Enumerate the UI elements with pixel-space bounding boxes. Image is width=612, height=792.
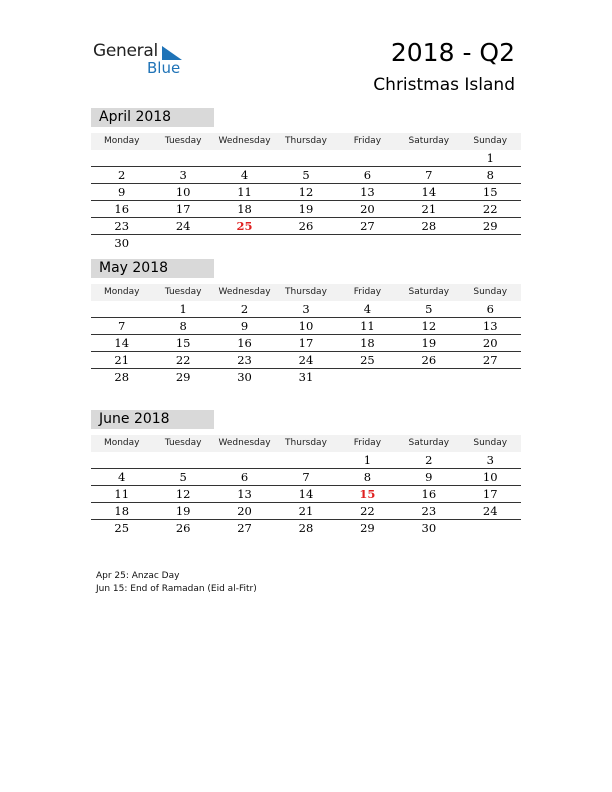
day-cell [214,452,275,468]
day-cell: 5 [425,302,433,316]
day-cell: 10 [298,319,314,333]
day-cell: 28 [114,370,130,384]
day-cell [214,235,275,252]
week-row [91,352,521,369]
weekday-label: Friday [353,287,382,297]
week-row [91,201,521,218]
day-cell: 29 [482,219,498,233]
day-cell [398,235,459,252]
day-cell: 6 [363,168,372,182]
weekday-label: Tuesday [164,136,202,146]
day-cell: 19 [421,336,437,350]
holiday-day-cell: 25 [236,219,253,233]
day-cell: 23 [237,353,252,367]
holiday-notes [96,570,257,596]
day-cell [91,150,152,166]
day-cell: 23 [421,504,437,518]
day-cell: 26 [298,219,314,233]
weekday-label: Friday [353,438,382,448]
day-cell [91,301,152,317]
day-cell: 10 [175,185,191,199]
day-cell: 19 [175,504,191,518]
week-row [91,469,521,486]
week-row [91,184,521,201]
day-cell [152,235,213,252]
day-cell: 22 [482,202,498,216]
day-cell: 20 [360,202,375,216]
day-cell: 8 [486,168,494,182]
logo-word-general: General [93,41,158,61]
day-cell: 8 [363,470,372,484]
week-row [91,520,521,537]
day-cell [460,520,521,537]
day-cell: 3 [179,168,187,182]
day-cell: 21 [114,353,130,367]
day-cell: 2 [118,168,126,182]
page-title: 2018 - Q2 [390,38,515,67]
day-cell: 14 [298,487,314,501]
day-cell: 18 [237,202,252,216]
day-cell: 17 [298,336,314,350]
day-cell: 10 [482,470,498,484]
day-cell: 15 [175,336,191,350]
day-cell: 6 [240,470,249,484]
day-cell: 1 [179,302,187,316]
day-cell: 16 [237,336,252,350]
day-cell: 13 [360,185,375,199]
weekday-label: Friday [353,136,382,146]
weekday-label: Tuesday [164,287,202,297]
month-title: April 2018 [91,108,214,127]
day-cell: 21 [421,202,437,216]
day-cell [152,150,213,166]
generalblue-logo [93,41,193,81]
weekday-label: Wednesday [218,287,271,297]
weekday-label: Sunday [473,287,508,297]
weekday-label: Sunday [473,438,508,448]
day-cell [275,150,336,166]
day-cell: 18 [114,504,130,518]
week-row [91,335,521,352]
day-cell: 31 [298,370,314,384]
day-cell: 4 [363,302,372,316]
day-cell [337,369,398,386]
day-cell: 22 [175,353,191,367]
holiday-note: Jun 15: End of Ramadan (Eid al-Fitr) [96,584,257,594]
week-row [91,301,521,318]
day-cell [398,369,459,386]
day-cell [398,150,459,166]
month-title: June 2018 [91,410,214,429]
day-cell: 17 [175,202,191,216]
month-block [91,410,521,537]
day-cell: 11 [360,319,375,333]
day-cell: 9 [118,185,126,199]
weekday-label: Thursday [285,438,327,448]
day-cell: 28 [298,521,314,535]
day-cell: 16 [114,202,130,216]
day-cell: 1 [363,453,372,467]
day-cell [91,452,152,468]
weekday-label: Tuesday [164,438,202,448]
holiday-note: Apr 25: Anzac Day [96,571,180,581]
weekday-label: Sunday [473,136,508,146]
day-cell: 20 [482,336,498,350]
weekday-label: Monday [103,438,140,448]
day-cell: 24 [175,219,191,233]
day-cell: 29 [360,521,375,535]
week-row [91,235,521,252]
day-cell: 24 [298,353,314,367]
weekday-header-row [91,435,521,452]
weekday-header-row [91,284,521,301]
day-cell: 4 [240,168,249,182]
day-cell: 3 [486,453,494,467]
day-cell: 17 [482,487,498,501]
month-block [91,108,521,252]
weekday-label: Thursday [285,287,327,297]
day-cell: 11 [114,487,130,501]
day-cell: 26 [175,521,191,535]
weekday-header-row [91,133,521,150]
day-cell [460,369,521,386]
day-cell [152,452,213,468]
day-cell: 11 [237,185,252,199]
day-cell: 12 [175,487,191,501]
weekday-label: Thursday [285,136,327,146]
weekday-label: Saturday [408,438,450,448]
week-row [91,452,521,469]
day-cell [275,235,336,252]
logo-word-blue: Blue [147,59,181,77]
day-cell: 30 [421,521,437,535]
day-cell: 12 [298,185,314,199]
day-cell: 5 [302,168,310,182]
day-cell [337,235,398,252]
day-cell: 2 [425,453,433,467]
week-row [91,486,521,503]
day-cell: 19 [298,202,314,216]
week-row [91,218,521,235]
holiday-day-cell: 15 [359,487,376,501]
month-title: May 2018 [91,259,214,278]
month-block [91,259,521,386]
day-cell: 9 [425,470,433,484]
weekday-label: Monday [103,136,140,146]
week-row [91,318,521,335]
day-cell: 7 [118,319,126,333]
week-row [91,150,521,167]
day-cell: 18 [360,336,375,350]
day-cell: 4 [118,470,126,484]
day-cell: 13 [237,487,252,501]
weekday-label: Saturday [408,287,450,297]
day-cell: 22 [360,504,375,518]
weekday-label: Monday [103,287,140,297]
day-cell: 29 [175,370,191,384]
day-cell: 21 [298,504,314,518]
day-cell [460,235,521,252]
day-cell: 6 [486,302,494,316]
day-cell [337,150,398,166]
day-cell: 1 [486,151,494,165]
day-cell: 3 [302,302,310,316]
weekday-label: Wednesday [218,438,271,448]
day-cell: 27 [360,219,375,233]
day-cell: 30 [114,236,130,250]
day-cell: 26 [421,353,437,367]
day-cell: 28 [421,219,437,233]
day-cell: 12 [421,319,437,333]
day-cell: 16 [421,487,437,501]
day-cell: 27 [237,521,252,535]
day-cell: 7 [302,470,310,484]
day-cell: 8 [179,319,187,333]
day-cell: 14 [114,336,130,350]
day-cell: 25 [360,353,375,367]
page-subtitle: Christmas Island [373,75,515,95]
day-cell: 5 [179,470,187,484]
day-cell: 15 [482,185,498,199]
day-cell [214,150,275,166]
day-cell: 25 [114,521,130,535]
day-cell: 7 [425,168,433,182]
day-cell: 20 [237,504,252,518]
weekday-label: Saturday [408,136,450,146]
week-row [91,167,521,184]
week-row [91,503,521,520]
day-cell: 13 [482,319,498,333]
weekday-label: Wednesday [218,136,271,146]
day-cell: 2 [240,302,249,316]
day-cell: 9 [240,319,249,333]
day-cell: 24 [482,504,498,518]
day-cell [275,452,336,468]
week-row [91,369,521,386]
day-cell: 23 [114,219,130,233]
day-cell: 27 [482,353,498,367]
day-cell: 14 [421,185,437,199]
day-cell: 30 [237,370,252,384]
